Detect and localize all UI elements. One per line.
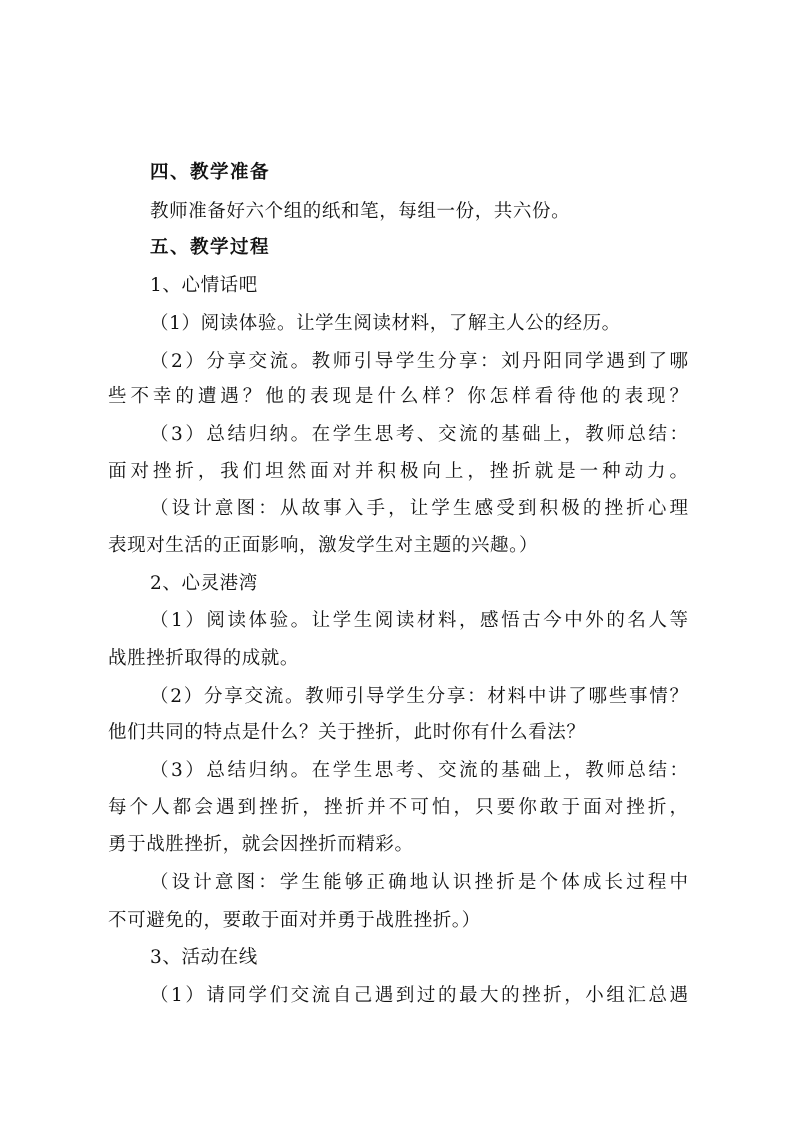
subsection-heading-1: 1、心情话吧 — [150, 275, 258, 296]
paragraph-line: （设计意图：学生能够正确地认识挫折是个体成长过程中 — [150, 872, 688, 893]
subsection-heading-3: 3、活动在线 — [150, 947, 258, 968]
section-heading-preparation: 四、教学准备 — [150, 162, 271, 183]
paragraph-line: 不可避免的，要敢于面对并勇于战胜挫折。） — [108, 910, 481, 931]
paragraph-line: （1）阅读体验。让学生阅读材料，感悟古今中外的名人等 — [150, 610, 688, 631]
paragraph-line: 表现对生活的正面影响，激发学生对主题的兴趣。） — [108, 535, 539, 556]
paragraph-line: （1）请同学们交流自己遇到过的最大的挫折，小组汇总遇 — [150, 985, 688, 1006]
paragraph-line: 些不幸的遭遇？他的表现是什么样？你怎样看待他的表现？ — [108, 386, 688, 407]
paragraph-line: （3）总结归纳。在学生思考、交流的基础上，教师总结： — [150, 760, 688, 781]
paragraph-line: （设计意图：从故事入手，让学生感受到积极的挫折心理 — [150, 498, 688, 519]
paragraph-line: （1）阅读体验。让学生阅读材料，了解主人公的经历。 — [150, 313, 621, 334]
paragraph-line: 他们共同的特点是什么？关于挫折，此时你有什么看法？ — [108, 722, 586, 743]
paragraph-line: （2）分享交流。教师引导学生分享：材料中讲了哪些事情？ — [150, 686, 688, 707]
paragraph-line: 战胜挫折取得的成就。 — [108, 648, 300, 669]
paragraph-line: （2）分享交流。教师引导学生分享：刘丹阳同学遇到了哪 — [150, 351, 688, 372]
section-heading-process: 五、教学过程 — [150, 237, 271, 258]
paragraph-line: 面对挫折，我们坦然面对并积极向上，挫折就是一种动力。 — [108, 461, 688, 482]
paragraph-line: 教师准备好六个组的纸和笔，每组一份，共六份。 — [150, 201, 571, 222]
paragraph-line: 勇于战胜挫折，就会因挫折而精彩。 — [108, 834, 414, 855]
subsection-heading-2: 2、心灵港湾 — [150, 573, 258, 594]
paragraph-line: 每个人都会遇到挫折，挫折并不可怕，只要你敢于面对挫折， — [108, 797, 688, 818]
paragraph-line: （3）总结归纳。在学生思考、交流的基础上，教师总结： — [150, 424, 688, 445]
